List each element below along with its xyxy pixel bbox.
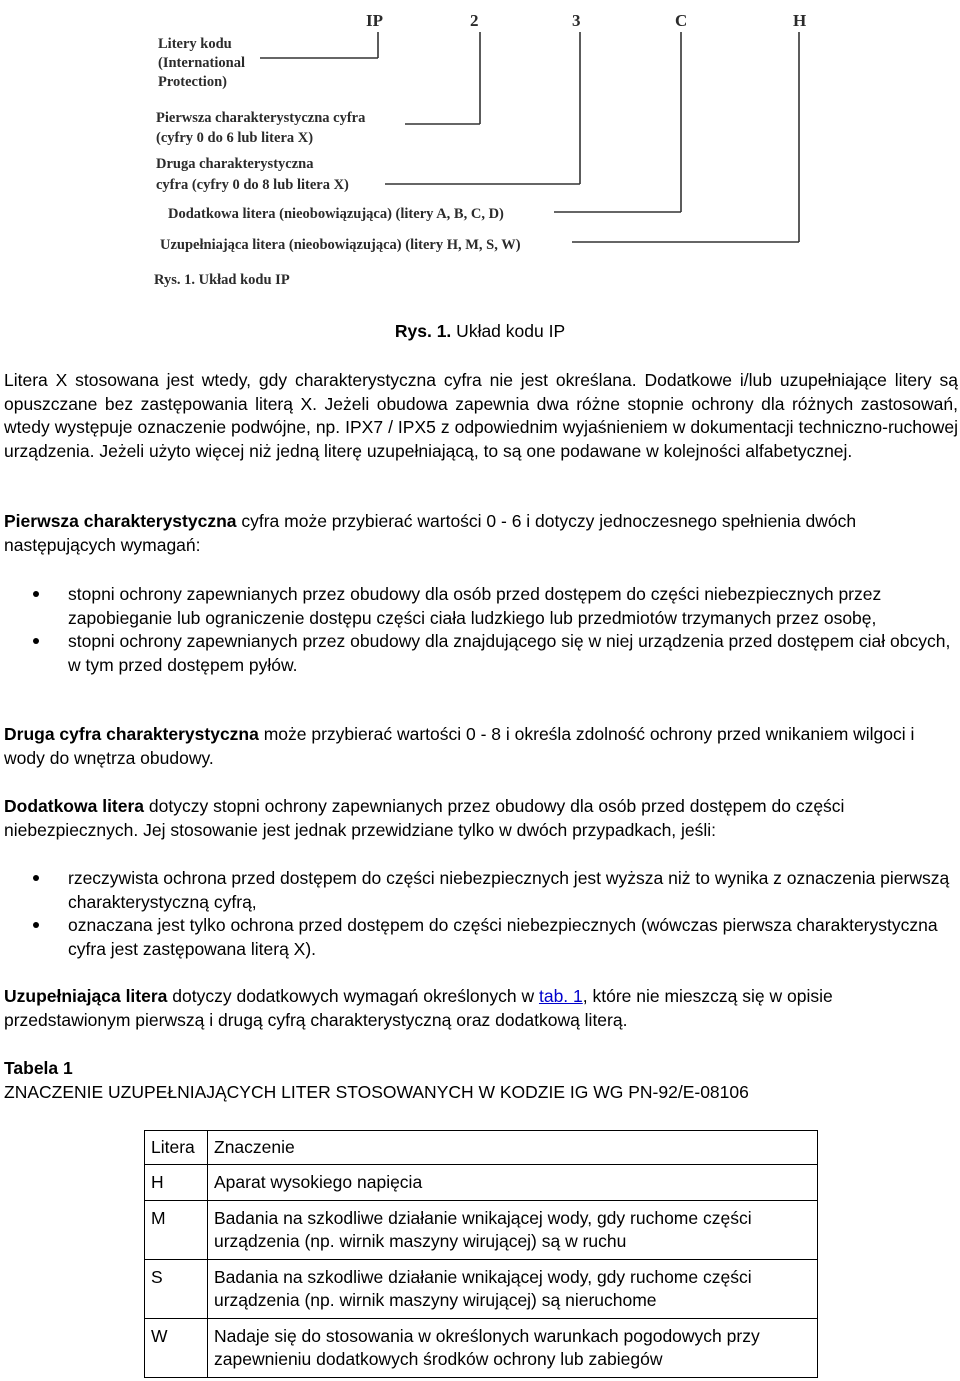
table-cell-letter: W bbox=[145, 1319, 208, 1378]
bullet-icon bbox=[33, 875, 39, 881]
second-digit-text: może przybierać wartości 0 - 8 i określa zdolność ochrony przed wnikaniem wilgoci i wody do wnętrza obudowy. bbox=[4, 724, 915, 768]
supplementary-letter-text-before: dotyczy dodatkowych wymagań określonych w bbox=[167, 986, 539, 1006]
second-digit-term: Druga cyfra charakterystyczna bbox=[4, 724, 259, 744]
figure-label-additional: Dodatkowa litera (nieobowiązująca) (litery A, B, C, D) bbox=[168, 206, 504, 222]
additional-letter-bullet-2: oznaczana jest tylko ochrona przed dostępem do części niebezpiecznych (wówczas pierwsza charakterystyczna cyfra jest zastępowana literą X). bbox=[68, 915, 938, 959]
table-header-meaning: Znaczenie bbox=[208, 1131, 818, 1165]
figure-header-first-digit: 2 bbox=[470, 11, 479, 30]
supplementary-letter-text-after: , które nie mieszczą się w opisie przedstawionym pierwszą i drugą cyfrą charakterystyczną oraz dodatkową literą. bbox=[4, 986, 833, 1030]
additional-letter-paragraph bbox=[4, 795, 958, 842]
list-item bbox=[0, 630, 958, 677]
table-1-link[interactable]: tab. 1 bbox=[538, 986, 583, 1006]
table-cell-meaning: Badania na szkodliwe działanie wnikającej wody, gdy ruchome części urządzenia (np. wirnik maszyny wirującej) są w ruchu bbox=[208, 1201, 818, 1260]
first-digit-term: Pierwsza charakterystyczna bbox=[4, 511, 237, 531]
first-digit-list bbox=[0, 583, 958, 677]
first-digit-bullet-1: stopni ochrony zapewnianych przez obudowy dla osób przed dostępem do części niebezpiecznych przez zapobieganie lub ograniczenie dostępu części ciała ludzkiego lub przedmiotów trzymanych przez osobę, bbox=[68, 584, 882, 628]
figure-label-first-line1: Pierwsza charakterystyczna cyfra bbox=[156, 110, 366, 126]
supplementary-letters-table bbox=[144, 1130, 818, 1378]
ip-code-diagram bbox=[140, 0, 840, 300]
figure-internal-caption: Rys. 1. Układ kodu IP bbox=[154, 272, 290, 288]
table-subtitle: ZNACZENIE UZUPEŁNIAJĄCYCH LITER STOSOWANYCH W KODZIE IG WG PN-92/E-08106 bbox=[4, 1081, 749, 1102]
first-digit-bullet-2: stopni ochrony zapewnianych przez obudowy dla znajdującego się w niej urządzenia przed dostępem ciał obcych, w tym przed dostępem pyłów. bbox=[68, 631, 951, 675]
bullet-icon bbox=[33, 922, 39, 928]
table-cell-meaning: Nadaje się do stosowania w określonych warunkach pogodowych przy zapewnieniu dodatkowych środków ochrony lub zabiegów bbox=[208, 1319, 818, 1378]
table-header-letter: Litera bbox=[145, 1131, 208, 1165]
table-cell-letter: S bbox=[145, 1260, 208, 1319]
ip-code-figure bbox=[140, 0, 840, 300]
figure-label-second-line1: Druga charakterystyczna bbox=[156, 156, 314, 172]
figure-caption bbox=[0, 321, 960, 342]
table-cell-letter: H bbox=[145, 1165, 208, 1201]
table-row bbox=[145, 1319, 818, 1378]
figure-header-additional-letter: C bbox=[675, 11, 688, 30]
figure-caption-text: Układ kodu IP bbox=[451, 321, 566, 341]
figure-label-second-line2: cyfra (cyfry 0 do 8 lub litera X) bbox=[156, 177, 349, 193]
supplementary-letter-term: Uzupełniająca litera bbox=[4, 986, 168, 1006]
table-header-row bbox=[145, 1131, 818, 1165]
additional-letter-text: dotyczy stopni ochrony zapewnianych przez obudowy dla osób przed dostępem do części niebezpiecznych. Jej stosowanie jest jednak przewidziane tylko w dwóch przypadkach, jeśli: bbox=[4, 796, 845, 840]
supplementary-letter-paragraph bbox=[4, 985, 958, 1032]
figure-label-ip-line3: Protection) bbox=[158, 74, 227, 90]
table-row bbox=[145, 1201, 818, 1260]
table-row bbox=[145, 1165, 818, 1201]
figure-header-ip: IP bbox=[366, 11, 383, 30]
figure-caption-number: Rys. 1. bbox=[394, 321, 452, 341]
list-item bbox=[0, 583, 958, 630]
table-cell-letter: M bbox=[145, 1201, 208, 1260]
table-cell-meaning: Aparat wysokiego napięcia bbox=[208, 1165, 818, 1201]
table-title: Tabela 1 bbox=[4, 1058, 73, 1078]
list-item bbox=[0, 867, 958, 914]
additional-letter-bullet-1: rzeczywista ochrona przed dostępem do części niebezpiecznych jest wyższa niż to wynika z oznaczenia pierwszą charakterystyczną cyfrą, bbox=[68, 868, 950, 912]
figure-header-second-digit: 3 bbox=[572, 11, 581, 30]
bullet-icon bbox=[33, 638, 39, 644]
first-digit-text: cyfra może przybierać wartości 0 - 6 i dotyczy jednoczesnego spełnienia dwóch następujących wymagań: bbox=[4, 511, 857, 555]
figure-header-supplementary-letter: H bbox=[793, 11, 807, 30]
figure-label-ip-line2: (International bbox=[158, 55, 245, 71]
list-item bbox=[0, 914, 958, 961]
figure-label-supplementary: Uzupełniająca litera (nieobowiązująca) (litery H, M, S, W) bbox=[160, 237, 521, 253]
figure-label-ip-line1: Litery kodu bbox=[158, 36, 232, 52]
bullet-icon bbox=[33, 591, 39, 597]
table-cell-meaning: Badania na szkodliwe działanie wnikającej wody, gdy ruchome części urządzenia (np. wirnik maszyny wirującej) są nieruchome bbox=[208, 1260, 818, 1319]
additional-letter-term: Dodatkowa litera bbox=[4, 796, 145, 816]
first-digit-paragraph bbox=[4, 510, 958, 557]
figure-label-first-line2: (cyfry 0 do 6 lub litera X) bbox=[156, 130, 314, 146]
second-digit-paragraph bbox=[4, 723, 958, 770]
table-heading bbox=[4, 1057, 749, 1104]
additional-letter-list bbox=[0, 867, 958, 961]
intro-paragraph: Litera X stosowana jest wtedy, gdy charakterystyczna cyfra nie jest określana. Dodatkowe i/lub uzupełniające litery są opuszczane bez zastępowania literą X. Jeżeli obudowa zapewnia dwa różne stopnie ochrony dla różnych zastosowań, wtedy występuje oznaczenie podwójne, np. IPX7 / IPX5 z odpowiednim wyjaśnieniem w dokumentacji techniczno-ruchowej urządzenia. Jeżeli użyto więcej niż jedną literę uzupełniającą, to są one podawane w kolejności alfabetycznej. bbox=[4, 370, 958, 461]
table-row bbox=[145, 1260, 818, 1319]
